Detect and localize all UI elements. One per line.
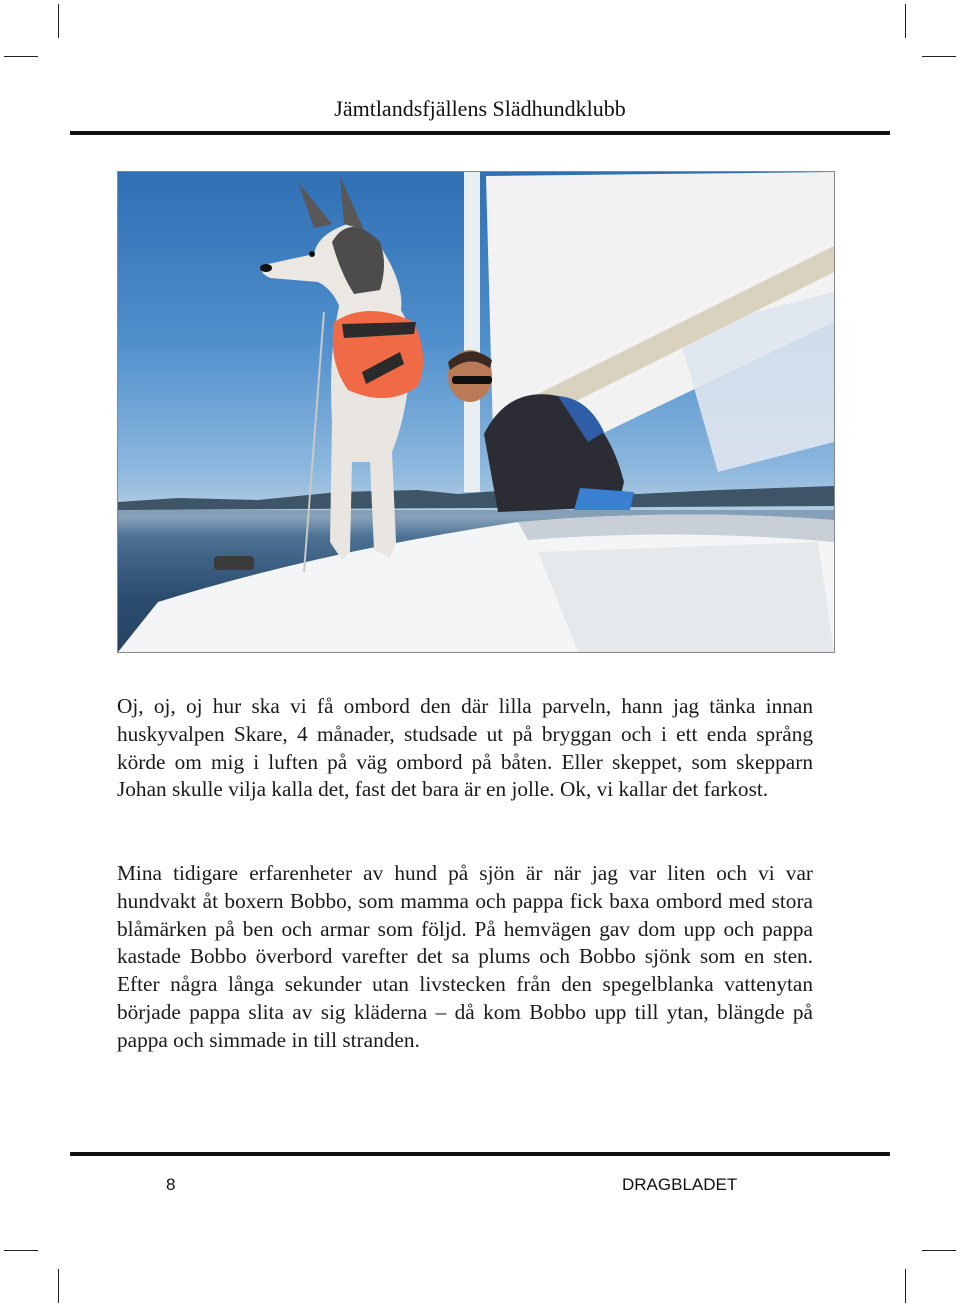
- page-number: 8: [166, 1175, 176, 1194]
- crop-mark: [922, 1250, 956, 1251]
- header-rule: [70, 131, 890, 135]
- crop-mark: [905, 4, 906, 38]
- article-photo: [117, 171, 835, 653]
- crop-mark: [4, 56, 38, 57]
- footer-rule: [70, 1152, 890, 1156]
- club-title: Jämtlandsfjällens Slädhundklubb: [334, 96, 626, 121]
- magazine-name: DRAGBLADET: [622, 1175, 738, 1194]
- article-paragraph: Oj, oj, oj hur ska vi få ombord den där lilla parveln, hann jag tänka innan huskyvalpen Skare, 4 månader, studsade ut på bryggan och i ett enda språng körde om mig i luften på väg ombord på båten. Eller skeppet, som skepparn Johan skulle vilja kalla det, fast det bara är en jolle. Ok, vi kallar det farkost.: [117, 694, 813, 802]
- crop-mark: [58, 4, 59, 38]
- article-paragraph: Mina tidigare erfarenheter av hund på sjön är när jag var liten och vi var hundvakt åt boxern Bobbo, som mamma och pappa fick baxa ombord med stora blåmärken på ben och armar som följd. På hemvägen gav dom upp och pappa kastade Bobbo överbord varefter det sa plums och Bobbo sjönk som en sten. Efter några långa sekunder utan livstecken från den spegelblanka vattenytan började pappa slita av sig kläderna – då kom Bobbo upp till ytan, blängde på pappa och simmade in till stranden.: [117, 861, 813, 1052]
- photo-illustration: [118, 172, 834, 652]
- crop-mark: [922, 56, 956, 57]
- crop-mark: [905, 1269, 906, 1303]
- crop-mark: [58, 1269, 59, 1303]
- crop-mark: [4, 1250, 38, 1251]
